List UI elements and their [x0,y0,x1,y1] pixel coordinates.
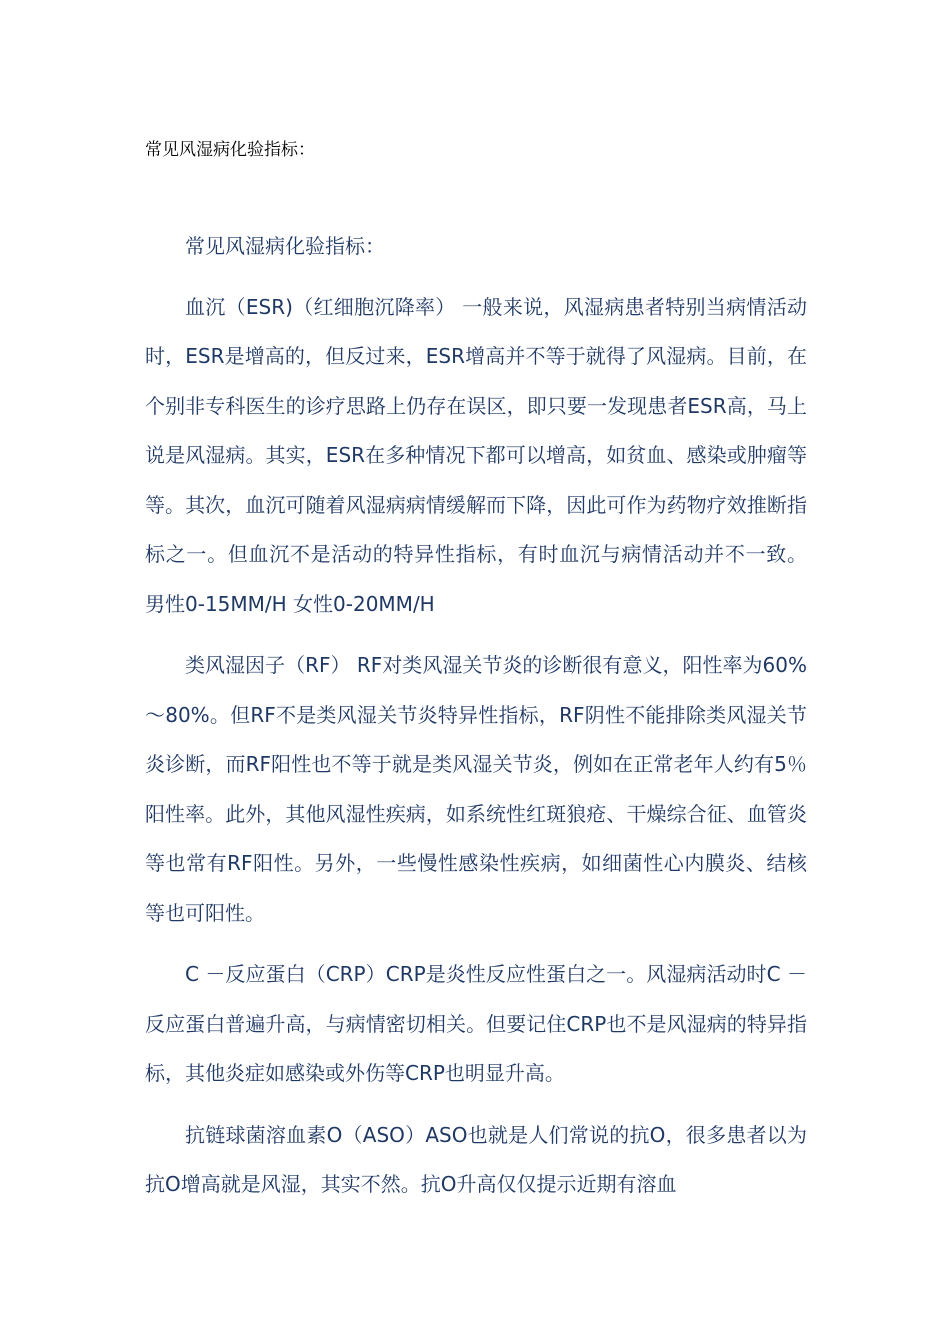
paragraph-crp: C －反应蛋白（CRP）CRP是炎性反应性蛋白之一。风湿病活动时C －反应蛋白普遍升高，与病情密切相关。但要记住CRP也不是风湿病的特异指标，其他炎症如感染或外伤等CRP也明显升高。 [145,962,807,1085]
paragraph-esr: 血沉（ESR)（红细胞沉降率） 一般来说，风湿病患者特别当病情活动时，ESR是增高的，但反过来，ESR增高并不等于就得了风湿病。目前，在个别非专科医生的诊疗思路上仍存在误区，即只要一发现患者ESR高，马上说是风湿病。其实，ESR在多种情况下都可以增高，如贫血、感染或肿瘤等等。其次，血沉可随着风湿病病情缓解而下降，因此可作为药物疗效推断指标之一。但血沉不是活动的特异性指标，有时血沉与病情活动并不一致。 男性0-15MM/H 女性0-20MM/H [145,294,807,616]
document-title: 常见风湿病化验指标： [145,140,315,160]
section-heading: 常见风湿病化验指标： [185,234,385,258]
paragraph-aso: 抗链球菌溶血素O（ASO）ASO也就是人们常说的抗O，很多患者以为抗O增高就是风湿，其实不然。抗O升高仅仅提示近期有溶血 [145,1122,807,1196]
paragraph-rf: 类风湿因子（RF） RF对类风湿关节炎的诊断很有意义，阳性率为60%～80%。但RF不是类风湿关节炎特异性指标，RF阴性不能排除类风湿关节炎诊断，而RF阳性也不等于就是类风湿关节炎，例如在正常老年人约有5％阳性率。此外，其他风湿性疾病，如系统性红斑狼疮、干燥综合征、血管炎等也常有RF阳性。另外，一些慢性感染性疾病，如细菌性心内膜炎、结核等也可阳性。 [145,653,807,925]
document-body [145,222,807,1222]
